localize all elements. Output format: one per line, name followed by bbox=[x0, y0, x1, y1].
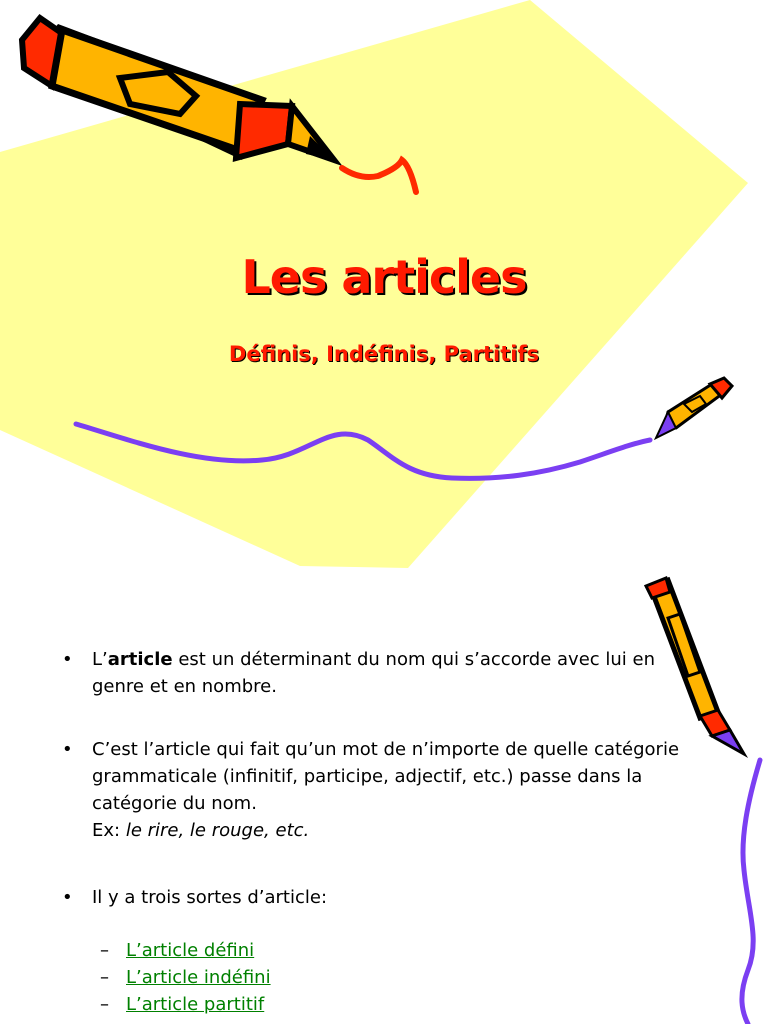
article-types-list bbox=[62, 937, 682, 1018]
bullet-item-function: • C’est l’article qui fait qu’un mot de n’importe de quelle catégorie grammaticale (infinitif, participe, adjectif, etc.) passe dans la catégorie du nom. Ex: le rire, le rouge, etc. bbox=[62, 736, 682, 844]
slide-title: Les articles bbox=[241, 250, 527, 304]
dash-icon: – bbox=[100, 994, 109, 1015]
link-article-indefini[interactable]: L’article indéfini bbox=[126, 967, 271, 988]
list-item bbox=[100, 991, 682, 1018]
slide-subtitle: Définis, Indéfinis, Partitifs bbox=[228, 342, 540, 366]
bullet-icon: • bbox=[62, 739, 73, 760]
dash-icon: – bbox=[100, 967, 109, 988]
example-text: le rire, le rouge, etc. bbox=[125, 820, 310, 841]
bold-term: article bbox=[107, 649, 173, 670]
bullet-icon: • bbox=[62, 887, 73, 908]
list-item bbox=[100, 964, 682, 991]
link-article-partitif[interactable]: L’article partitif bbox=[126, 994, 265, 1015]
example-label: Ex: bbox=[92, 820, 126, 841]
list-item bbox=[100, 937, 682, 964]
bullet-icon: • bbox=[62, 649, 73, 670]
dash-icon: – bbox=[100, 940, 109, 961]
link-article-defini[interactable]: L’article défini bbox=[126, 940, 255, 961]
purple-squiggle-vertical bbox=[742, 760, 760, 1024]
slide-body bbox=[62, 646, 682, 1018]
bullet-item-definition: • L’article est un déterminant du nom qui s’accorde avec lui en genre et en nombre. bbox=[62, 646, 682, 700]
bullet-item-types: • Il y a trois sortes d’article: bbox=[62, 884, 682, 911]
pencil-icon-small bbox=[656, 378, 732, 438]
